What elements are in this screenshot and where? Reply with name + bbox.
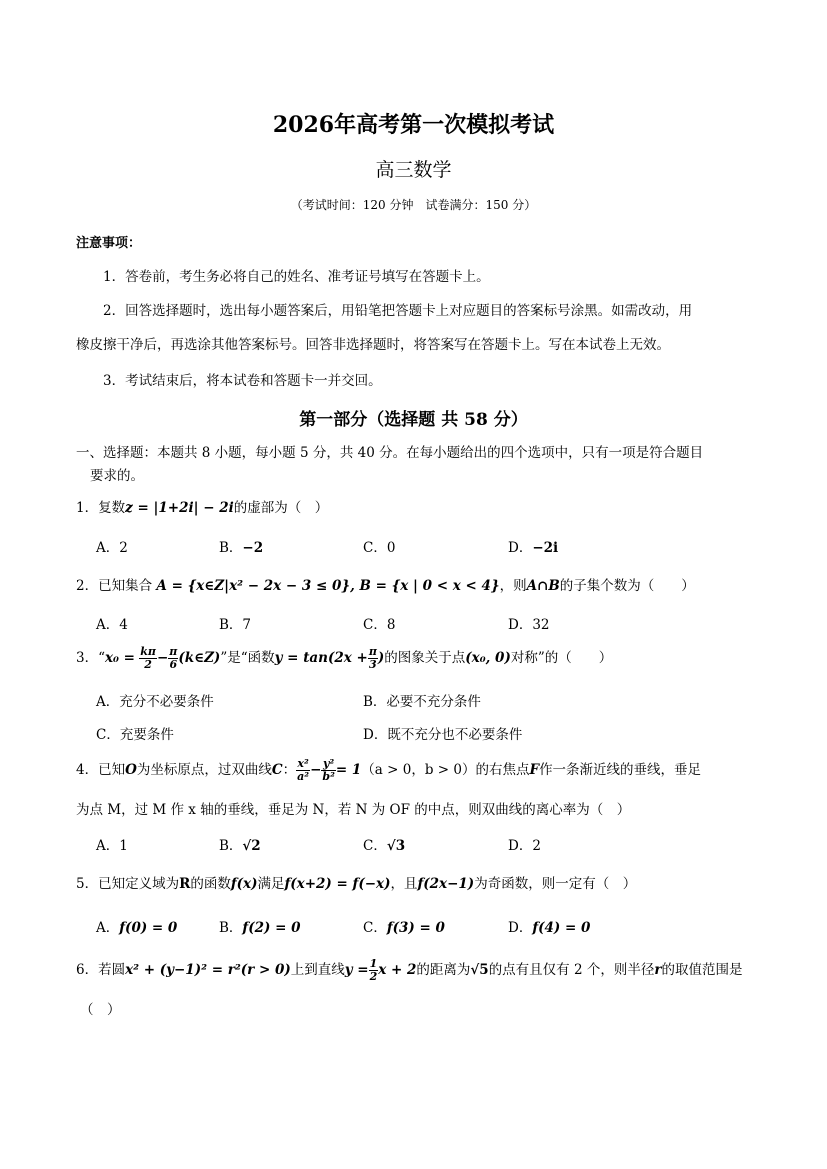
q4-option-b — [219, 834, 261, 854]
q3-option-d: D．既不充分也不必要条件 — [363, 727, 523, 743]
exam-info: （考试时间：120 分钟 试卷满分：150 分） — [290, 198, 537, 212]
q2-mid: ，则 — [499, 578, 527, 594]
question-3 — [76, 646, 612, 671]
section-instructions-line2: 要求的。 — [90, 468, 144, 484]
q3-frac-2-num: π — [169, 645, 178, 658]
q1-option-c: C．0 — [363, 540, 396, 556]
q2-option-c: C．8 — [363, 617, 396, 633]
q4-option-b-label: B． — [219, 838, 243, 854]
q4-focus: F — [529, 762, 540, 778]
q4-text-1: 为坐标原点，过双曲线 — [136, 762, 272, 778]
q4-frac-y-num: y² — [323, 757, 335, 770]
q4-prefix: 4．已知 — [76, 762, 126, 778]
q3-frac-2 — [168, 646, 178, 671]
q3-m1: x₀ = — [105, 650, 135, 666]
q6-math-5: r — [654, 962, 662, 978]
q2-option-b: B．7 — [219, 617, 252, 633]
q4-equals: = 1 — [335, 762, 362, 778]
q5-text-2: 满足 — [257, 876, 285, 892]
q6-frac — [369, 958, 379, 983]
q3-m2: − — [156, 650, 169, 666]
q5-option-d — [508, 916, 590, 936]
q5-option-c — [363, 916, 445, 936]
question-4 — [76, 758, 701, 783]
q5-math-3: f(2x−1) — [417, 876, 475, 892]
question-6 — [76, 958, 742, 983]
q5-option-a-label: A． — [96, 920, 120, 936]
q2-option-d: D．32 — [508, 617, 550, 633]
q4-option-c-value: √3 — [386, 838, 406, 854]
q2-option-a: A．4 — [96, 617, 128, 633]
q3-option-a: A．充分不必要条件 — [96, 694, 214, 710]
q3-m5: ) — [377, 650, 385, 666]
q3-option-c: C．充要条件 — [96, 727, 174, 743]
q5-option-a — [96, 916, 177, 936]
q4-origin: O — [125, 762, 137, 778]
question-6-line2: （ ） — [80, 1002, 121, 1018]
q1-math: z = |1+2i| − 2i — [125, 500, 234, 516]
q6-math-3: x + 2 — [378, 962, 417, 978]
q2-suffix: 的子集个数为（ ） — [559, 578, 695, 594]
question-1 — [76, 496, 328, 516]
q3-frac-2-den: 6 — [169, 658, 178, 671]
q5-text-4: 为奇函数，则一定有（ ） — [474, 876, 637, 892]
q1-option-b — [219, 536, 263, 556]
q3-frac-3-num: π — [368, 645, 377, 658]
section-instructions-line1: 一、选择题：本题共 8 小题，每小题 5 分，共 40 分。在每小题给出的四个选项中，只有一项是符合题目 — [76, 445, 704, 461]
q4-curve: C — [271, 762, 283, 778]
q3-m6: (x₀, 0) — [465, 650, 511, 666]
notice-item-2-line2: 橡皮擦干净后，再选涂其他答案标号。回答非选择题时，将答案写在答题卡上。写在本试卷上无效。 — [76, 337, 670, 353]
q6-text-1: 上到直线 — [290, 962, 345, 978]
q5-text-1: 的函数 — [190, 876, 231, 892]
exam-subject: 高三数学 — [375, 159, 452, 181]
q5-option-c-value: f(3) = 0 — [386, 920, 445, 936]
question-4-line2: 为点 M，过 M 作 x 轴的垂线，垂足为 N，若 N 为 OF 的中点，则双曲线的离心率为（ ） — [76, 802, 631, 818]
q5-option-d-label: D． — [508, 920, 533, 936]
q4-option-c-label: C． — [363, 838, 387, 854]
q3-prefix: 3．“ — [76, 650, 105, 666]
q1-option-d — [508, 536, 558, 556]
notice-item-3: 3．考试结束后，将本试卷和答题卡一并交回。 — [103, 373, 382, 389]
q3-m4: y = tan(2x + — [274, 650, 368, 666]
question-5 — [76, 872, 636, 892]
q5-option-a-value: f(0) = 0 — [119, 920, 178, 936]
q1-option-d-label: D． — [508, 540, 533, 556]
q5-prefix: 5．已知定义域为 — [76, 876, 180, 892]
q1-prefix: 1．复数 — [76, 500, 126, 516]
q6-frac-num: 1 — [369, 957, 378, 970]
q4-frac-y — [321, 758, 336, 783]
q4-option-b-value: √2 — [242, 838, 261, 854]
q5-option-b — [219, 916, 301, 936]
q4-frac-y-den: b² — [322, 770, 335, 783]
q6-text-4: 的取值范围是 — [661, 962, 743, 978]
q1-suffix: 的虚部为（ ） — [233, 500, 329, 516]
q1-option-d-value: −2i — [532, 540, 559, 556]
q5-option-c-label: C． — [363, 920, 387, 936]
q4-condition: （a > 0，b > 0） — [361, 762, 476, 778]
exam-title: 2026年高考第一次模拟考试 — [272, 112, 555, 138]
q3-frac-1-den: 2 — [144, 658, 152, 671]
q6-prefix: 6．若圆 — [76, 962, 126, 978]
q2-math2: A∩B — [526, 578, 560, 594]
q3-frac-1-num: kπ — [140, 645, 156, 658]
q3-suffix: 对称”的（ ） — [510, 650, 613, 666]
q1-option-a: A．2 — [96, 540, 128, 556]
q6-frac-den: 2 — [369, 970, 378, 983]
notice-item-1: 1．答卷前，考生务必将自己的姓名、准考证号填写在答题卡上。 — [103, 269, 490, 285]
q4-minus: − — [310, 762, 322, 778]
section-heading: 第一部分（选择题 共 58 分） — [299, 410, 528, 430]
q4-frac-x-num: x² — [297, 757, 309, 770]
q3-frac-3 — [368, 646, 378, 671]
q2-math: A = {x∈Z|x² − 2x − 3 ≤ 0}, B = {x | 0 < x < 4} — [156, 578, 500, 594]
q4-option-c — [363, 834, 405, 854]
q5-text-3: ，且 — [390, 876, 418, 892]
question-2 — [76, 574, 695, 594]
q5-math-2: f(x+2) = f(−x) — [284, 876, 391, 892]
q3-m3: (k∈Z) — [178, 650, 221, 666]
notice-heading: 注意事项： — [76, 236, 142, 251]
q3-mid: ”是“函数 — [220, 650, 275, 666]
q1-option-b-value: −2 — [242, 540, 264, 556]
q6-math-2: y = — [344, 962, 369, 978]
q4-frac-x-den: a² — [297, 770, 310, 783]
q3-frac-1 — [139, 646, 157, 671]
q4-frac-x — [296, 758, 310, 783]
q5-option-b-label: B． — [219, 920, 243, 936]
q5-option-b-value: f(2) = 0 — [242, 920, 301, 936]
q4-option-d: D．2 — [508, 838, 541, 854]
q3-mid2: 的图象关于点 — [384, 650, 466, 666]
notice-item-2-line1: 2．回答选择题时，选出每小题答案后，用铅笔把答题卡上对应题目的答案标号涂黑。如需改动，用 — [103, 303, 693, 319]
q6-text-3: 的点有且仅有 2 个，则半径 — [488, 962, 655, 978]
q5-option-d-value: f(4) = 0 — [532, 920, 591, 936]
q6-text-2: 的距离为 — [416, 962, 471, 978]
q5-reals: R — [179, 876, 191, 892]
q6-math-4: √5 — [470, 962, 489, 978]
q2-prefix: 2．已知集合 — [76, 578, 153, 594]
q4-colon: ： — [282, 762, 297, 778]
q3-frac-3-den: 3 — [369, 658, 377, 671]
q5-math-1: f(x) — [230, 876, 258, 892]
q6-math-1: x² + (y−1)² = r²(r > 0) — [125, 962, 291, 978]
q4-text-3: 作一条渐近线的垂线，垂足 — [539, 762, 702, 778]
q4-option-a: A．1 — [96, 838, 128, 854]
q4-text-2: 的右焦点 — [475, 762, 530, 778]
q1-option-b-label: B． — [219, 540, 243, 556]
q3-option-b: B．必要不充分条件 — [363, 694, 481, 710]
